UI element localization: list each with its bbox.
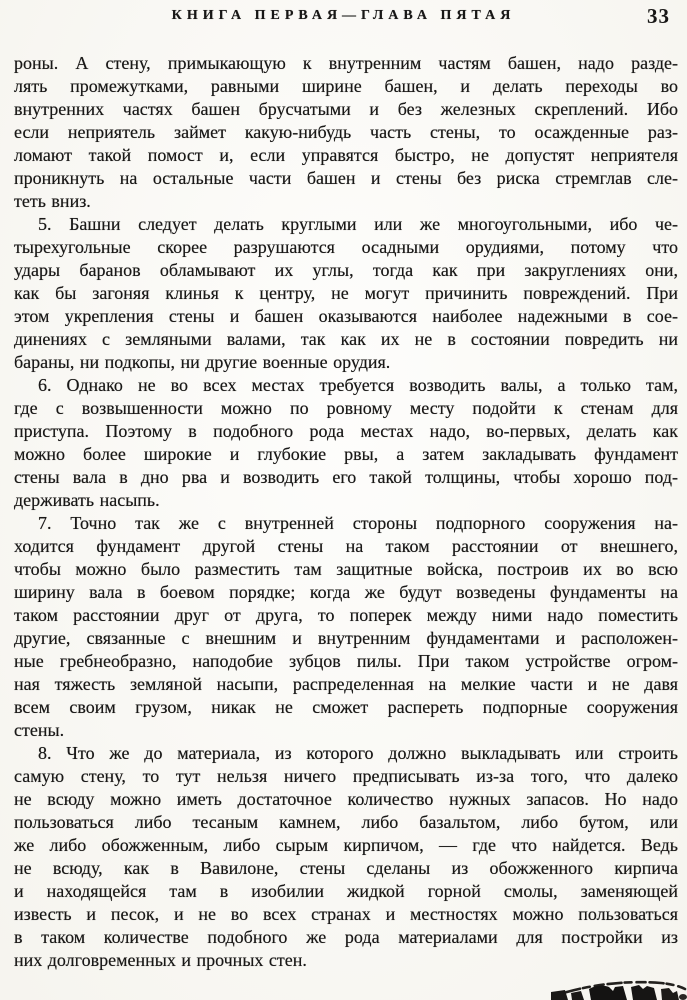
text-line: не всюду можно иметь достаточное количество нужных запасов. Но надо (14, 789, 678, 809)
text-line: удары баранов обламывают их углы, тогда как при закруглениях они, (14, 260, 678, 280)
text-line: внутренних частях башен брусчатыми и без железных скреплений. Ибо (14, 99, 678, 119)
text-line: 5. Башни следует делать круглыми или же многоугольными, ибо че- (38, 214, 678, 234)
text-line: лять промежутками, равными ширине башен, и делать переходы во (14, 76, 678, 96)
text-line: ширину вала в боевом порядке; когда же будут возведены фундаменты на (14, 582, 678, 602)
text-line: них долговременных и прочных стен. (14, 950, 307, 970)
text-line: чтобы можно было разместить там защитные войска, построив их во всю (14, 559, 678, 579)
text-line: самую стену, то тут нельзя ничего предписывать из-за того, что далеко (14, 766, 678, 786)
text-line: же либо обожженным, либо сырым кирпичом, — где что найдется. Ведь (14, 835, 678, 855)
text-line: 8. Что же до материала, из которого должно выкладывать или строить (38, 743, 678, 763)
text-line: 6. Однако не во всех местах требуется возводить валы, а только там, (38, 375, 678, 395)
text-line: этом укрепления стены и башен оказываются наиболее надежными в сое- (14, 306, 678, 326)
text-line: можно более широкие и глубокие рвы, а затем закладывать фундамент (14, 444, 678, 464)
paragraph (14, 213, 678, 374)
paragraph (14, 512, 678, 742)
text-line: как бы загоняя клинья к центру, не могут причинить повреждений. При (14, 283, 678, 303)
text-line: в таком количестве подобного же рода материалами для постройки из (14, 927, 678, 947)
text-line: динениях с земляными валами, так как их не в состоянии повредить ни (14, 329, 678, 349)
text-line: пользоваться либо тесаным камнем, либо базальтом, либо бутом, или (14, 812, 678, 832)
stamp-fragment-icon (551, 977, 687, 1000)
text-line: ная тяжесть земляной насыпи, распределенная на мелкие части и не давя (14, 674, 678, 694)
text-line: тырехугольные скорее разрушаются осадными орудиями, потому что (14, 237, 678, 257)
text-line: держивать насыпь. (14, 490, 160, 510)
text-block (14, 52, 678, 972)
text-line: бараны, ни подкопы, ни другие военные орудия. (14, 352, 391, 372)
text-line: если неприятель займет какую-нибудь часть стены, то осажденные раз- (14, 122, 678, 142)
text-line: где с возвышенности можно по ровному месту подойти к стенам для (14, 398, 678, 418)
page-number: 33 (647, 4, 670, 28)
paragraph (14, 374, 678, 512)
paragraph (14, 742, 678, 972)
text-line: теть вниз. (14, 191, 91, 211)
paragraph (14, 52, 678, 213)
text-line: 7. Точно так же с внутренней стороны подпорного сооружения на- (38, 513, 678, 533)
text-line: приступа. Поэтому в подобного рода местах надо, во-первых, делать как (14, 421, 678, 441)
text-line: ходится фундамент другой стены на таком расстоянии от внешнего, (14, 536, 678, 556)
running-head: КНИГА ПЕРВАЯ—ГЛАВА ПЯТАЯ (171, 8, 516, 23)
text-line: стены. (14, 720, 65, 740)
text-line: стены вала в дно рва и возводить его такой толщины, чтобы хорошо под- (14, 467, 678, 487)
text-line: проникнуть на остальные части башен и стены без риска стремглав сле- (14, 168, 678, 188)
text-line: роны. А стену, примыкающую к внутренним частям башен, надо разде- (14, 53, 678, 73)
text-line: известь и песок, и не во всех странах и местностях можно пользоваться (14, 904, 678, 924)
text-line: таком расстоянии друг от друга, то поперек между ними надо поместить (14, 605, 678, 625)
text-line: ные гребнеобразно, наподобие зубцов пилы. При таком устройстве огром- (14, 651, 678, 671)
text-line: ломают такой помост и, если управятся быстро, не допустят неприятеля (14, 145, 678, 165)
text-line: и находящейся там в изобилии жидкой горной смолы, заменяющей (14, 881, 678, 901)
text-line: другие, связанные с внешним и внутренним фундаментами и расположен- (14, 628, 678, 648)
text-line: не всюду, как в Вавилоне, стены сделаны из обожженного кирпича (14, 858, 678, 878)
text-line: всем своим грузом, никак не сможет распереть подпорные сооружения (14, 697, 678, 717)
